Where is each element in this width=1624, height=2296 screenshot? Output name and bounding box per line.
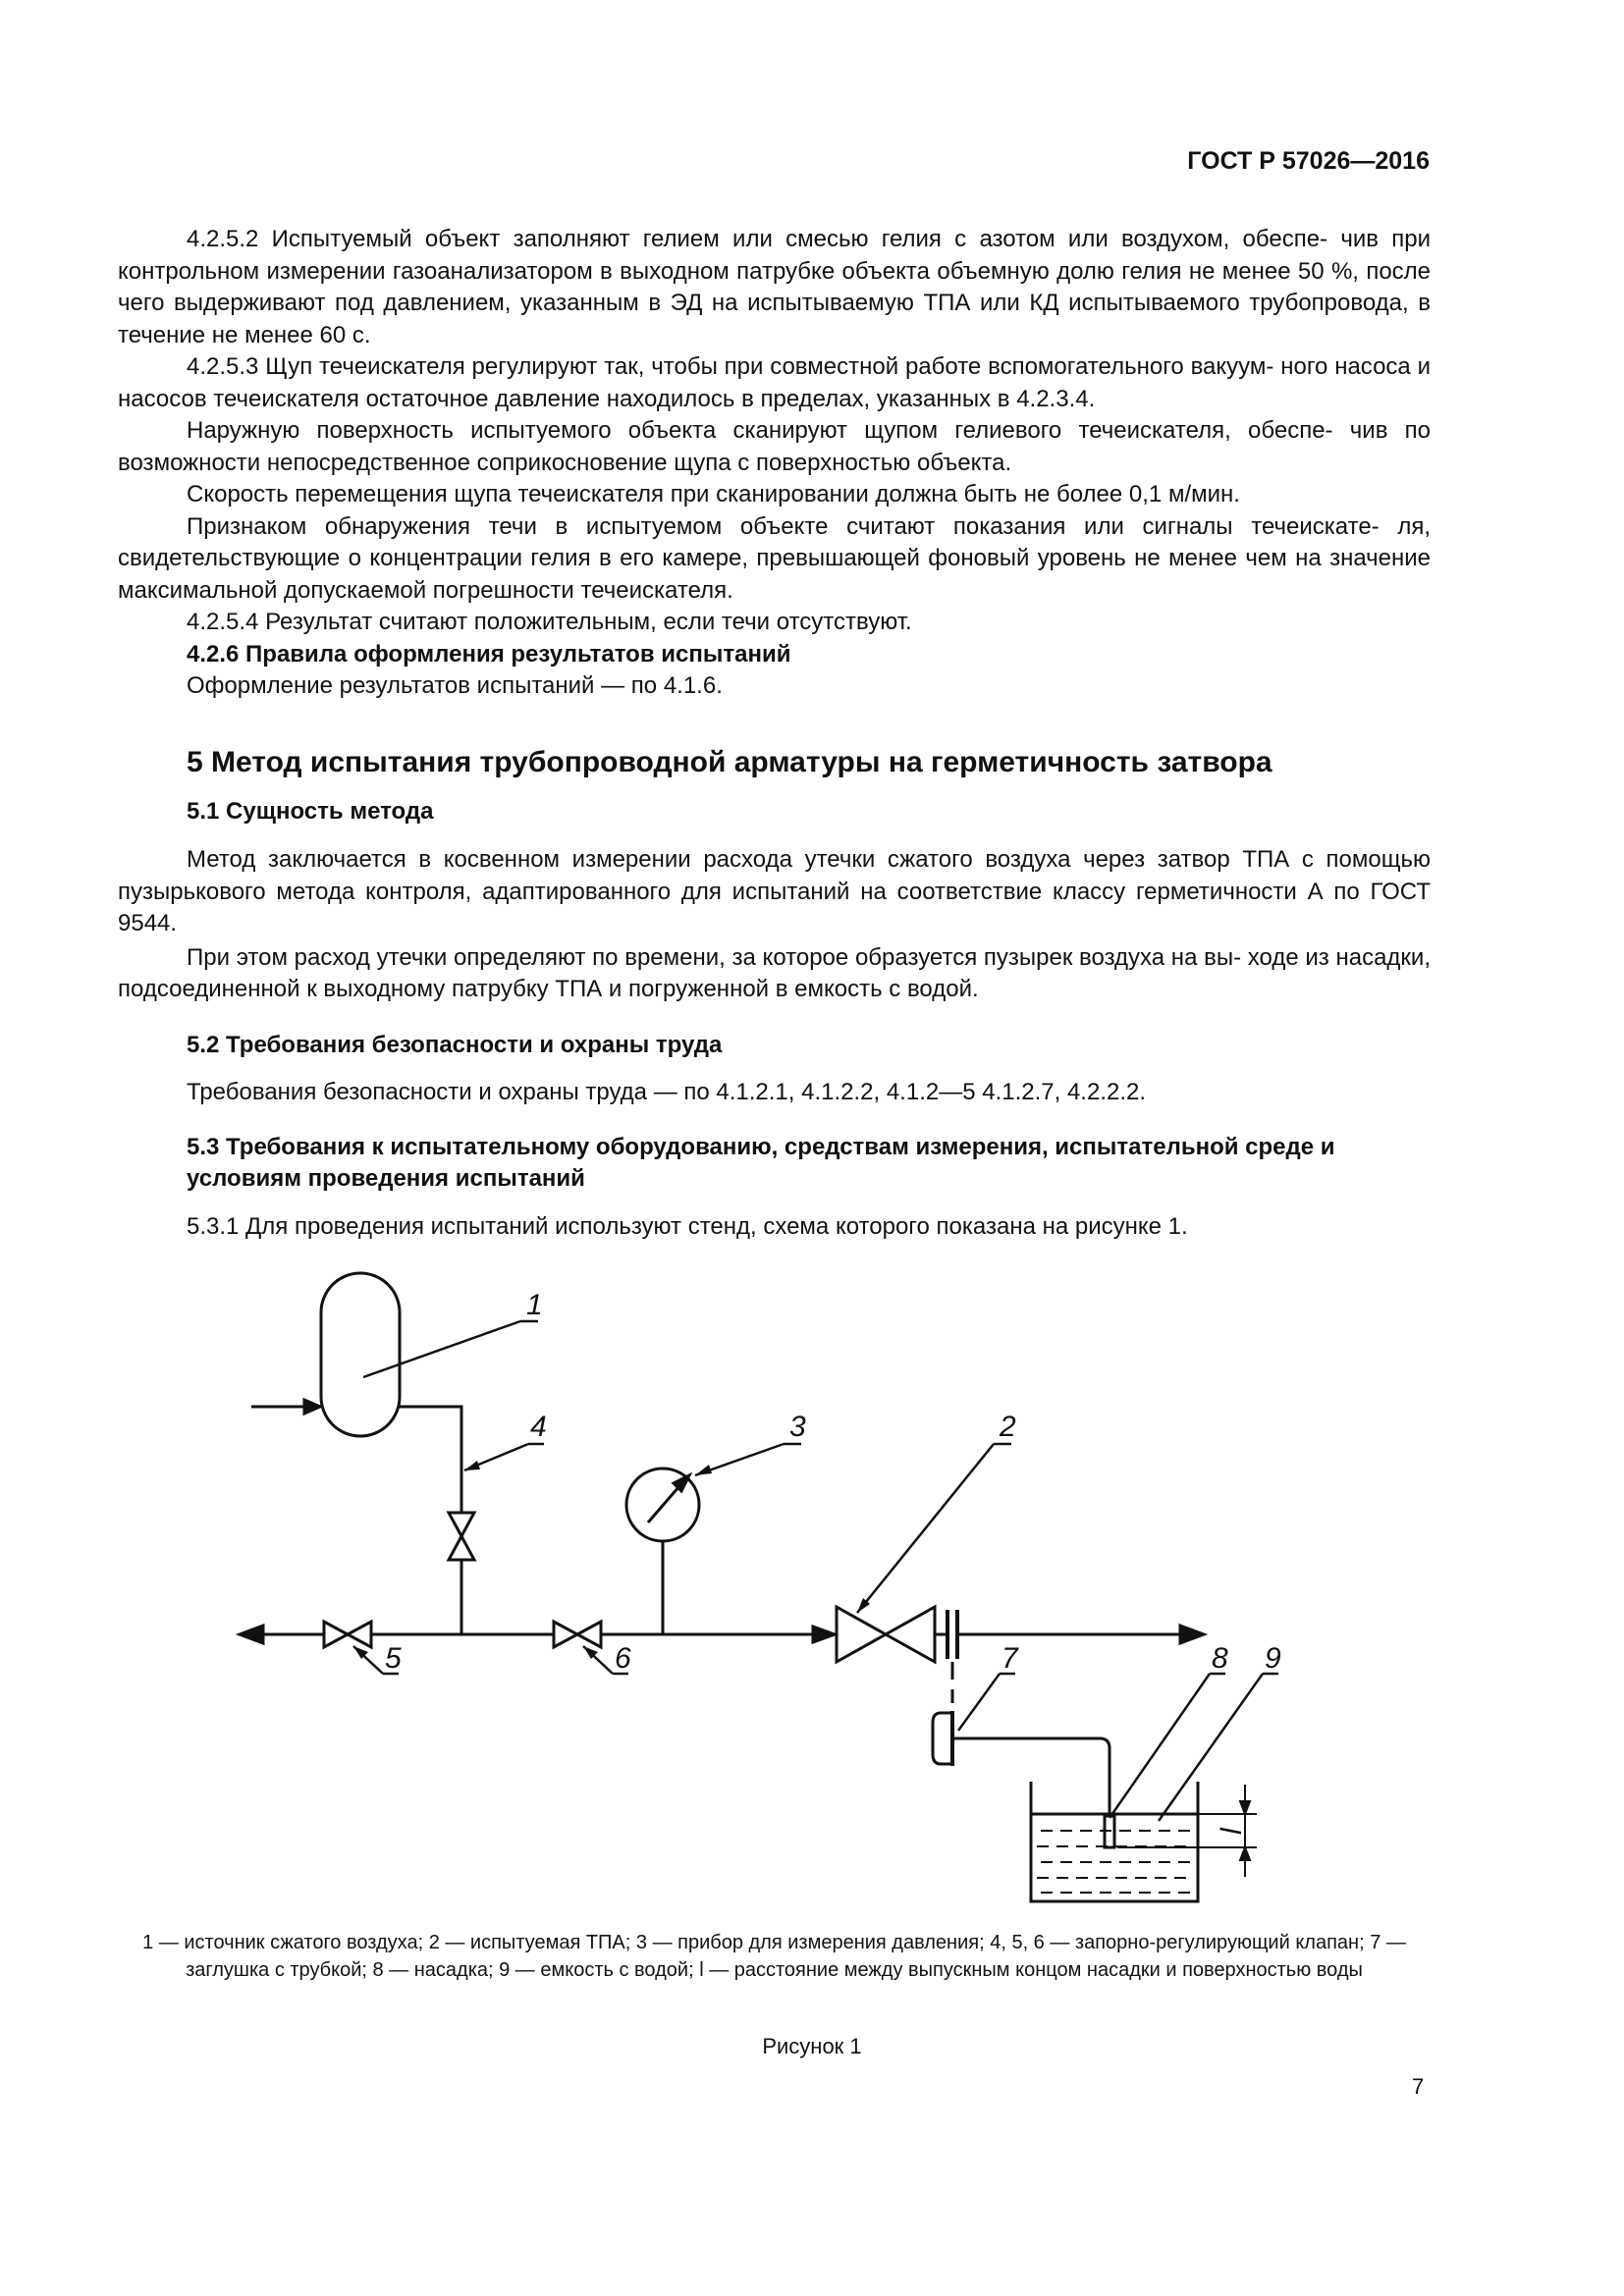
- text-line: с помощью пузырькового метода контроля, адаптированного для испытаний на соответствие классу: [118, 846, 1431, 905]
- para-4-2-6: Оформление результатов испытаний — по 4.1.6.: [187, 672, 723, 699]
- inlet-arrow: [304, 1400, 320, 1414]
- text-line: ходе из насадки, подсоединенной к выходному патрубку ТПА и погруженной в емкость с водой.: [118, 943, 1431, 1002]
- section-4-2-5-text: [118, 224, 1431, 703]
- valve-4-icon-lower: [449, 1536, 474, 1560]
- figure-label-2: 2: [1000, 1411, 1016, 1443]
- valve-5-icon-right: [348, 1622, 371, 1647]
- valve-5-icon: [324, 1622, 348, 1647]
- outlet-arrow-left: [240, 1626, 263, 1643]
- figure-label-1: 1: [526, 1289, 543, 1321]
- para-speed: Скорость перемещения щупа течеискателя при сканировании должна быть не более 0,1 м/мин.: [187, 481, 1240, 507]
- plug-icon: [933, 1713, 952, 1764]
- figure-label-4: 4: [530, 1411, 547, 1443]
- test-stand-schematic: [216, 1261, 1286, 1929]
- heading-section-5: 5 Метод испытания трубопроводной арматуры на герметичность затвора: [187, 746, 1272, 778]
- page-number: 7: [1412, 2074, 1425, 2099]
- valve-6-icon-right: [577, 1622, 601, 1647]
- text-line: ного насоса и насосов течеискателя остаточное давление находилось в пределах, указанных в 4.2.3.4.: [118, 353, 1431, 412]
- valve-6-icon: [554, 1622, 577, 1647]
- figure-1-diagram: [216, 1261, 1286, 1934]
- para-5-3-1: 5.3.1 Для проведения испытаний используют стенд, схема которого показана на рисунке 1.: [187, 1213, 1188, 1240]
- para-detection: [118, 511, 1431, 608]
- heading-5-2: 5.2 Требования безопасности и охраны труда: [187, 1032, 723, 1058]
- figure-label-l: l: [1216, 1828, 1248, 1835]
- text-line: 4.2.5.2 Испытуемый объект заполняют гелием или смесью гелия с азотом или воздухом, обеспе-: [187, 226, 1328, 252]
- text-line: чем на значение максимальной допускаемой погрешности течеискателя.: [118, 545, 1432, 604]
- figure-label-8: 8: [1212, 1642, 1228, 1675]
- figure-label-7: 7: [1001, 1642, 1018, 1675]
- figure-label-3: 3: [789, 1411, 806, 1443]
- tested-valve-icon-right: [886, 1607, 935, 1662]
- heading-4-2-6: 4.2.6 Правила оформления результатов испытаний: [187, 640, 791, 667]
- text-line: герметичности А по ГОСТ 9544.: [118, 878, 1431, 936]
- outlet-arrow-right: [1180, 1626, 1204, 1643]
- section-5-3-text: [118, 1211, 1431, 1244]
- text-line: не менее 50 %, после чего выдерживают под давлением, указанным в ЭД на испытываемую ТПА или: [118, 257, 1432, 316]
- leader-arrowheads: [353, 1461, 870, 1659]
- figure-caption: 1 — источник сжатого воздуха; 2 — испытуемая ТПА; 3 — прибор для измерения давления; 4, 5, 6 — запорно-регулирующий клапан; 7 — заглушка с трубкой; 8 — насадка; 9 — емкость с водой; l — расстояние между выпускным концом насадки и поверхностью воды: [142, 1932, 1406, 1981]
- text-line: КД испытываемого трубопровода, в течение не менее 60 с.: [118, 290, 1431, 348]
- text-line: Наружную поверхность испытуемого объекта сканируют щупом гелиевого течеискателя, обеспе-: [187, 417, 1333, 444]
- air-source-vessel: [321, 1273, 400, 1436]
- figure-label-9: 9: [1265, 1642, 1281, 1675]
- leader-lines: [353, 1321, 1278, 1821]
- section-5-2-text: [118, 1077, 1431, 1109]
- valve-4-icon: [449, 1513, 474, 1536]
- tested-valve-icon: [837, 1607, 886, 1662]
- document-header: ГОСТ Р 57026—2016: [1187, 147, 1430, 175]
- text-line: При этом расход утечки определяют по времени, за которое образуется пузырек воздуха на вы-: [187, 943, 1242, 971]
- figure-title: Рисунок 1: [762, 2034, 862, 2058]
- text-line: ля, свидетельствующие о концентрации гелия в его камере, превышающей фоновый уровень не менее: [118, 512, 1432, 571]
- figure-label-6: 6: [615, 1642, 631, 1675]
- para-scan: [118, 415, 1431, 479]
- para-4-2-5-3: [118, 351, 1431, 415]
- figure-label-5: 5: [385, 1642, 402, 1675]
- text-line: Признаком обнаружения течи в испытуемом объекте считают показания или сигналы течеискате-: [187, 512, 1380, 540]
- para-4-2-5-4: 4.2.5.4 Результат считают положительным, если течи отсутствуют.: [187, 609, 912, 635]
- text-line: 4.2.5.3 Щуп течеискателя регулируют так, чтобы при совместной работе вспомогательного вакуум-: [187, 353, 1274, 380]
- para-method: [118, 844, 1431, 940]
- heading-5-3: 5.3 Требования к испытательному оборудованию, средствам измерения, испытательной среде и условиям проведения испытаний: [187, 1134, 1335, 1192]
- para-leak-rate: [118, 942, 1431, 1006]
- para-4-2-5-2: [118, 224, 1431, 351]
- section-5-1-text: [118, 844, 1431, 1006]
- para-5-2: Требования безопасности и охраны труда — по 4.1.2.1, 4.1.2.2, 4.1.2—5 4.1.2.7, 4.2.2.2.: [187, 1079, 1147, 1105]
- heading-5-1: 5.1 Сущность метода: [187, 798, 434, 825]
- text-line: чив по возможности непосредственное соприкосновение щупа с поверхностью объекта.: [118, 417, 1432, 476]
- flow-arrow: [813, 1627, 835, 1642]
- text-line: Метод заключается в косвенном измерении расхода утечки сжатого воздуха через затвор ТПА: [187, 846, 1290, 873]
- text-line: чив при контрольном измерении газоанализатором в выходном патрубке объекта объемную долю гелия: [118, 226, 1431, 285]
